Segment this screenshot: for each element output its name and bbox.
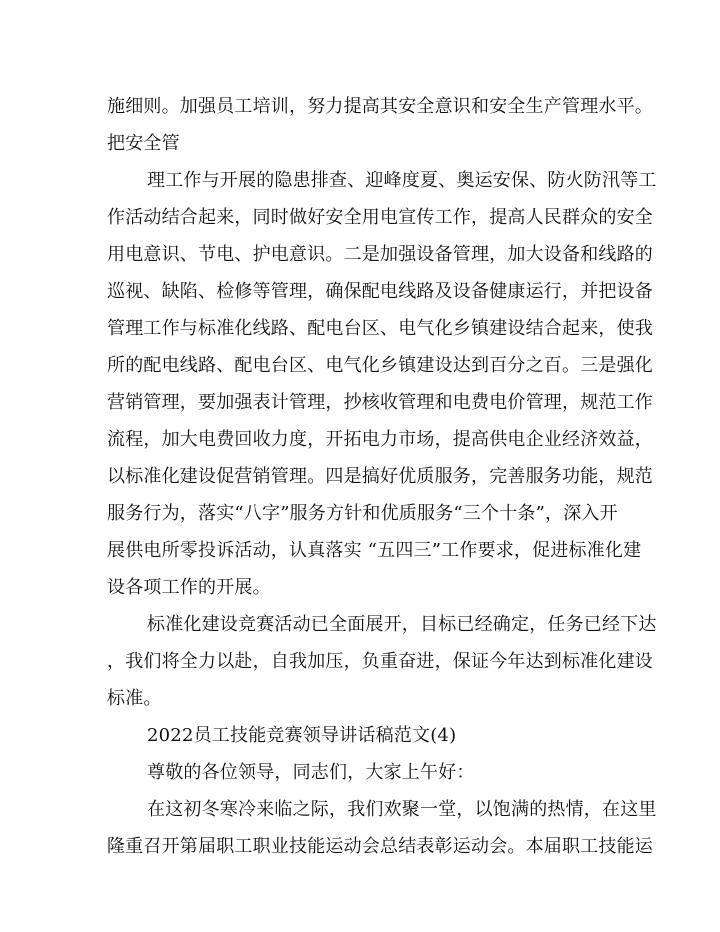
text-line: 以标准化建设促营销管理。四是搞好优质服务，完善服务功能，规范 [107,466,653,487]
text-line: 展供电所零投诉活动，认真落实 “五四三”工作要求，促进标准化建 [107,540,642,561]
text-line: 所的配电线路、配电台区、电气化乡镇建设达到百分之百。三是强化 [107,355,653,376]
text-line: 作活动结合起来，同时做好安全用电宣传工作，提高人民群众的安全 [107,207,653,228]
text-line: 隆重召开第届职工职业技能运动会总结表彰运动会。本届职工技能运 [107,836,653,857]
text-line: 施细则。加强员工培训，努力提高其安全意识和安全生产管理水平。 [107,96,653,117]
text-line: 流程，加大电费回收力度，开拓电力市场，提高供电企业经济效益， [107,429,653,450]
text-line: 标准化建设竞赛活动已全面展开，目标已经确定，任务已经下达 [147,614,657,635]
text-line: 在这初冬寒冷来临之际，我们欢聚一堂，以饱满的热情，在这里 [147,799,657,820]
text-line: 营销管理，要加强表计管理，抄核收管理和电费电价管理，规范工作 [107,392,653,413]
text-line: 用电意识、节电、护电意识。二是加强设备管理，加大设备和线路的 [107,244,653,265]
section-heading: 2022员工技能竞赛领导讲话稿范文(4) [147,725,457,746]
text-line: 把安全管 [107,133,180,154]
text-line: ，我们将全力以赴，自我加压，负重奋进，保证今年达到标准化建设 [107,651,653,672]
text-line: 管理工作与标准化线路、配电台区、电气化乡镇建设结合起来，使我 [107,318,653,339]
text-line: 设各项工作的开展。 [107,577,271,598]
text-line: 服务行为，落实“八字”服务方针和优质服务“三个十条”，深入开 [107,503,618,524]
text-line: 标准。 [107,688,162,709]
text-line: 尊敬的各位领导，同志们，大家上午好： [147,762,475,783]
text-line: 理工作与开展的隐患排查、迎峰度夏、奥运安保、防火防汛等工 [147,170,657,191]
text-line: 巡视、缺陷、检修等管理，确保配电线路及设备健康运行，并把设备 [107,281,653,302]
